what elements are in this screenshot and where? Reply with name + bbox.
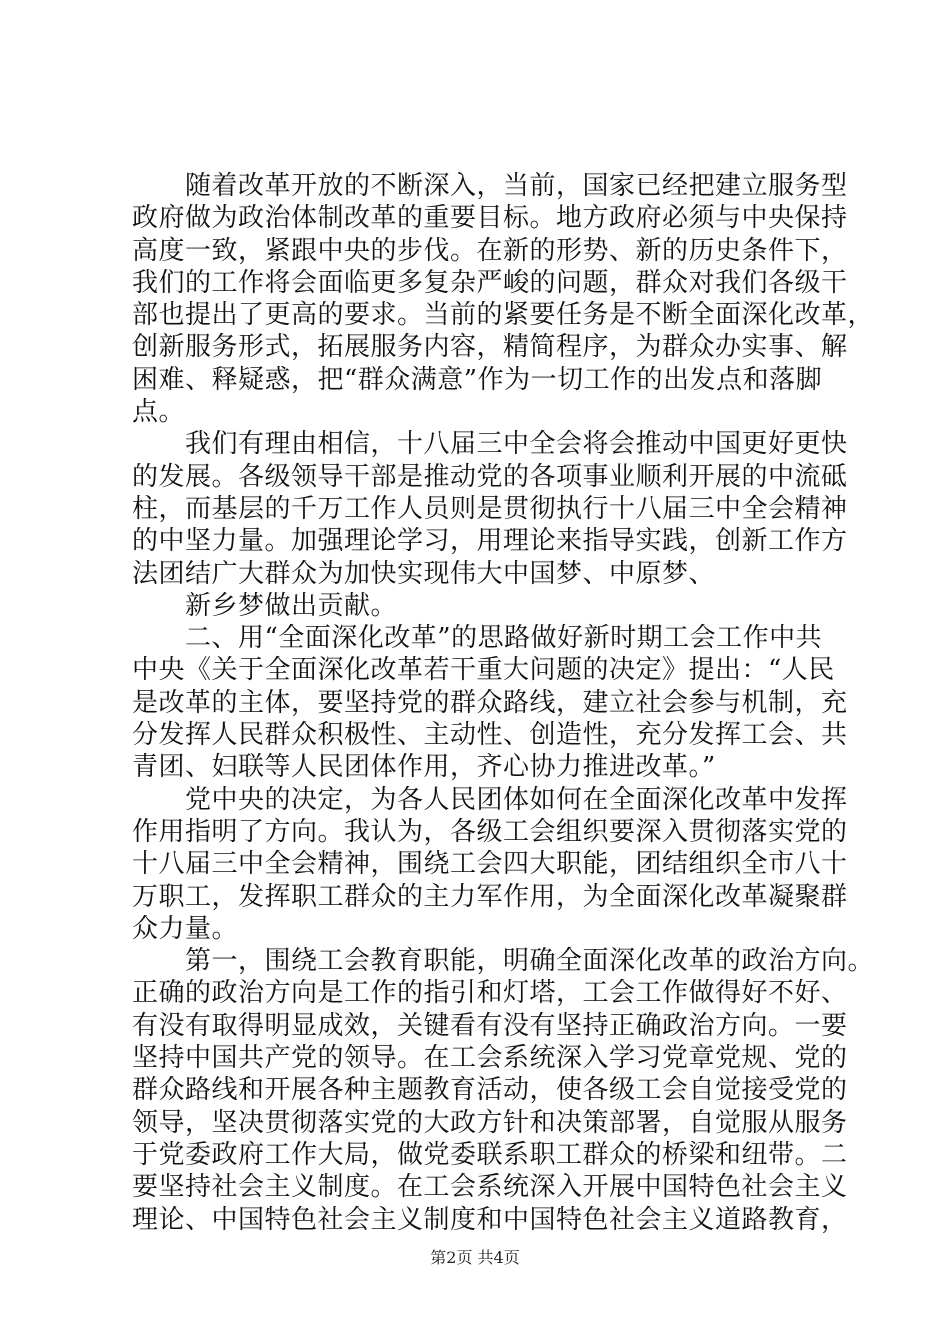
text-line: 理论、中国特色社会主义制度和中国特色社会主义道路教育， <box>132 1204 848 1235</box>
text-line: 中央《关于全面深化改革若干重大问题的决定》提出：“人民 <box>132 655 835 686</box>
text-line: 的中坚力量。加强理论学习，用理论来指导实践，创新工作方 <box>132 526 848 557</box>
text-line: 众力量。 <box>132 913 239 944</box>
document-body <box>132 170 875 1236</box>
page-footer: 第2页 共4页 <box>430 1248 520 1267</box>
text-line: 高度一致，紧跟中央的步伐。在新的形势、新的历史条件下， <box>132 235 848 266</box>
text-line: 法团结广大群众为加快实现伟大中国梦、中原梦、 <box>132 558 716 589</box>
text-line: 困难、释疑惑，把“群众满意”作为一切工作的出发点和落脚 <box>132 364 823 395</box>
text-line: 党中央的决定，为各人民团体如何在全面深化改革中发挥 <box>132 784 848 815</box>
text-line: 是改革的主体，要坚持党的群众路线，建立社会参与机制，充 <box>132 687 848 718</box>
text-line: 正确的政治方向是工作的指引和灯塔，工会工作做得好不好、 <box>132 978 848 1009</box>
text-line: 二、用“全面深化改革”的思路做好新时期工会工作中共 <box>132 623 823 654</box>
text-line: 的发展。各级领导干部是推动党的各项事业顺利开展的中流砥 <box>132 461 848 492</box>
text-line: 创新服务形式，拓展服务内容，精简程序，为群众办实事、解 <box>132 332 848 363</box>
text-line: 十八届三中全会精神，围绕工会四大职能，团结组织全市八十 <box>132 849 848 880</box>
text-line: 我们的工作将会面临更多复杂严峻的问题，群众对我们各级干 <box>132 267 848 298</box>
text-line: 坚持中国共产党的领导。在工会系统深入学习党章党规、党的 <box>132 1043 848 1074</box>
text-line: 青团、妇联等人民团体作用，齐心协力推进改革。” <box>132 752 716 783</box>
text-line: 作用指明了方向。我认为，各级工会组织要深入贯彻落实党的 <box>132 816 848 847</box>
text-line: 领导，坚决贯彻落实党的大政方针和决策部署，自觉服从服务 <box>132 1107 848 1138</box>
text-line: 第一，围绕工会教育职能，明确全面深化改革的政治方向。 <box>132 946 875 977</box>
text-line: 群众路线和开展各种主题教育活动，使各级工会自觉接受党的 <box>132 1075 848 1106</box>
text-line: 柱，而基层的千万工作人员则是贯彻执行十八届三中全会精神 <box>132 493 848 524</box>
text-line: 有没有取得明显成效，关键看有没有坚持正确政治方向。一要 <box>132 1010 848 1041</box>
text-line: 分发挥人民群众积极性、主动性、创造性，充分发挥工会、共 <box>132 720 848 751</box>
text-line: 新乡梦做出贡献。 <box>132 590 398 621</box>
text-line: 要坚持社会主义制度。在工会系统深入开展中国特色社会主义 <box>132 1172 848 1203</box>
text-line: 于党委政府工作大局，做党委联系职工群众的桥梁和纽带。二 <box>132 1139 848 1170</box>
text-line: 万职工，发挥职工群众的主力军作用，为全面深化改革凝聚群 <box>132 881 848 912</box>
text-line: 点。 <box>132 397 186 428</box>
text-line: 部也提出了更高的要求。当前的紧要任务是不断全面深化改革， <box>132 300 875 331</box>
text-line: 政府做为政治体制改革的重要目标。地方政府必须与中央保持 <box>132 203 848 234</box>
text-line: 我们有理由相信，十八届三中全会将会推动中国更好更快 <box>132 429 848 460</box>
text-line: 随着改革开放的不断深入，当前，国家已经把建立服务型 <box>132 171 848 201</box>
